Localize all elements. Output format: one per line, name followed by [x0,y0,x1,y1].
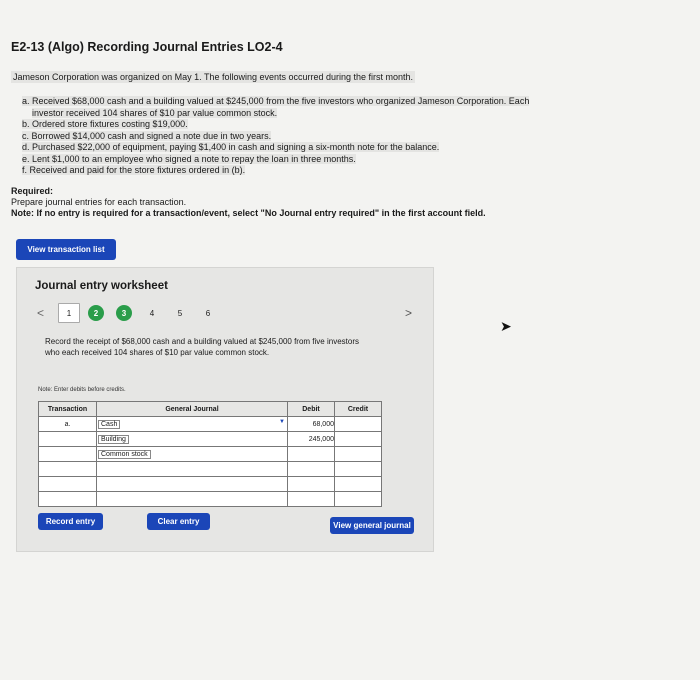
account-select[interactable]: Common stock [98,450,151,459]
required-section [11,186,486,219]
prev-arrow-icon[interactable]: < [37,306,45,320]
debit-input[interactable] [288,462,335,477]
credit-input[interactable] [335,417,382,432]
transaction-cell [39,477,97,492]
clear-entry-button[interactable]: Clear entry [147,513,210,530]
transaction-cell [39,432,97,447]
credit-header: Credit [335,402,382,417]
event-e: e. Lent $1,000 to an employee who signed a note to repay the loan in three months. [22,153,356,164]
table-row [39,447,382,462]
account-cell[interactable] [97,477,288,492]
credit-input[interactable] [335,432,382,447]
table-row [39,432,382,447]
event-a: a. Received $68,000 cash and a building valued at $245,000 from the five investors who organized Jameson Corporation. Each [22,96,530,106]
event-f: f. Received and paid for the store fixtures ordered in (b). [22,165,246,175]
view-general-journal-button[interactable]: View general journal [330,517,414,534]
required-heading: Required: [11,186,54,196]
page-title: E2-13 (Algo) Recording Journal Entries LO2-4 [11,40,283,54]
debit-input[interactable] [288,477,335,492]
page-1-tab[interactable]: 1 [58,303,80,323]
debit-input[interactable] [288,447,335,462]
page-4-tab[interactable]: 4 [149,308,155,318]
table-row [39,462,382,477]
required-text: Prepare journal entries for each transaction. [11,197,187,207]
account-cell[interactable] [97,417,288,432]
account-cell[interactable] [97,492,288,507]
table-row [39,477,382,492]
required-note: Note: If no entry is required for a transaction/event, select "No Journal entry required" in the first account field. [11,208,486,218]
account-cell[interactable] [97,462,288,477]
dropdown-arrow-icon[interactable]: ▼ [279,419,285,425]
debit-input[interactable]: 245,000 [288,432,335,447]
event-b: b. Ordered store fixtures costing $19,000. [22,119,188,129]
view-transaction-list-button[interactable]: View transaction list [16,239,116,260]
event-a-cont: investor received 104 shares of $10 par value common stock. [32,107,278,118]
event-c: c. Borrowed $14,000 cash and signed a note due in two years. [22,130,272,141]
page-5-tab[interactable]: 5 [177,308,183,318]
transaction-cell: a. [39,417,97,432]
credit-input[interactable] [335,477,382,492]
intro-text: Jameson Corporation was organized on May 1. The following events occurred during the first month. [13,72,414,82]
debit-header: Debit [288,402,335,417]
account-select[interactable]: Cash [98,420,120,429]
page-2-tab[interactable]: 2 [88,305,104,321]
transaction-cell [39,492,97,507]
page-3-tab[interactable]: 3 [116,305,132,321]
account-select[interactable]: Building [98,435,129,444]
events-list [22,96,602,177]
worksheet-title: Journal entry worksheet [35,280,168,292]
journal-table [38,401,382,507]
mouse-cursor-icon: ➤ [500,318,512,334]
worksheet-instruction: Record the receipt of $68,000 cash and a building valued at $245,000 from five investors who each received 104 shares of $10 par value common stock. [45,337,359,357]
transaction-cell [39,447,97,462]
credit-input[interactable] [335,462,382,477]
credit-input[interactable] [335,447,382,462]
table-row [39,417,382,432]
page-6-tab[interactable]: 6 [205,308,211,318]
credit-input[interactable] [335,492,382,507]
event-d: d. Purchased $22,000 of equipment, paying $1,400 in cash and signing a six-month note for the balance. [22,142,440,152]
debit-input[interactable] [288,492,335,507]
table-row [39,492,382,507]
record-entry-button[interactable]: Record entry [38,513,103,530]
general-journal-header: General Journal [97,402,288,417]
transaction-cell [39,462,97,477]
next-arrow-icon[interactable]: > [405,306,413,320]
worksheet-pagination [58,304,228,322]
debit-input[interactable]: 68,000 [288,417,335,432]
account-cell[interactable] [97,432,288,447]
transaction-header: Transaction [39,402,97,417]
debits-note: Note: Enter debits before credits. [38,387,126,393]
journal-entry-worksheet [16,267,434,552]
account-cell[interactable] [97,447,288,462]
